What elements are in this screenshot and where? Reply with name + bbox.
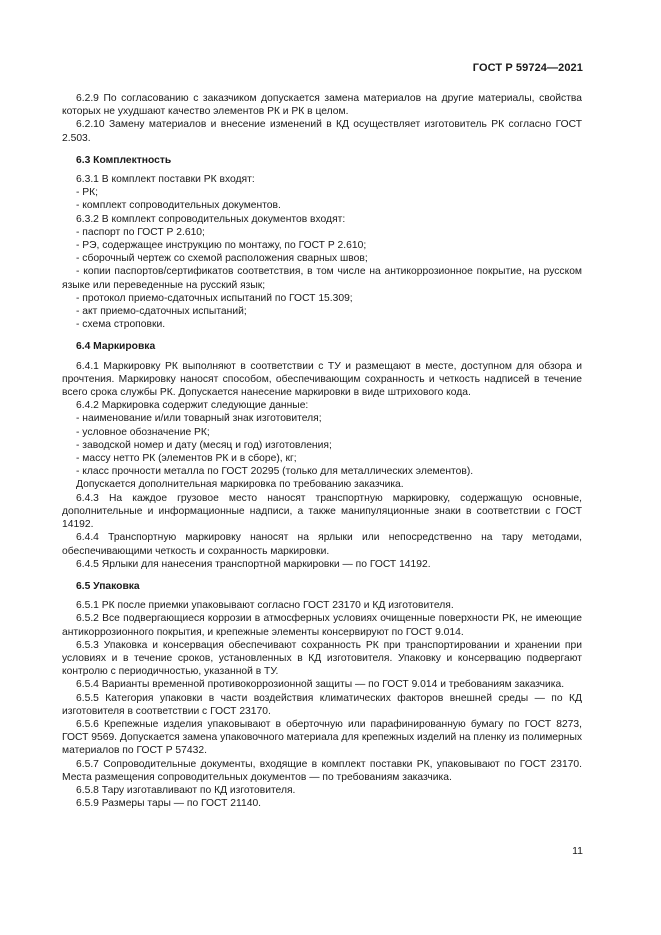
paragraph: 6.2.10 Замену материалов и внесение изменений в КД осуществляет изготовитель РК согласно ГОСТ 2.503. (62, 119, 582, 144)
paragraph: 6.5.1 РК после приемки упаковывают согласно ГОСТ 23170 и КД изготовителя. (76, 600, 454, 612)
paragraph: 6.5.5 Категория упаковки в части воздействия климатических факторов внешней среды — по КД изготовителя в соответствии с ГОСТ 23170. (62, 692, 582, 717)
paragraph: 6.5.6 Крепежные изделия упаковывают в оберточную или парафинированную бумагу по ГОСТ 8273, ГОСТ 9569. Допускается замена упаковочного материала для крепежных изделий на пленку из полимерных материалов по ГОСТ Р 57432. (62, 718, 582, 757)
list-item: - класс прочности металла по ГОСТ 20295 (только для металлических элементов). (76, 466, 474, 478)
section-heading: 6.5 Упаковка (76, 580, 140, 592)
section-heading: 6.4 Маркировка (76, 341, 156, 353)
paragraph: 6.3.1 В комплект поставки РК входят: (76, 174, 255, 186)
paragraph: 6.5.4 Варианты временной противокоррозионной защиты — по ГОСТ 9.014 и требованиям заказчика. (76, 679, 565, 691)
paragraph: 6.5.9 Размеры тары — по ГОСТ 21140. (76, 798, 262, 810)
list-item: - заводской номер и дату (месяц и год) изготовления; (76, 439, 332, 451)
page-number: 11 (572, 845, 583, 857)
paragraph: Допускается дополнительная маркировка по требованию заказчика. (76, 479, 404, 491)
list-item: - сборочный чертеж со схемой расположения сварных швов; (76, 253, 368, 265)
paragraph: 6.3.2 В комплект сопроводительных документов входят: (76, 213, 346, 225)
paragraph: 6.5.2 Все подвергающиеся коррозии в атмосферных условиях очищенные поверхности РК, не имеющие антикоррозионного покрытия, и крепежные элементы консервируют по ГОСТ 9.014. (62, 613, 582, 638)
list-item: - акт приемо-сдаточных испытаний; (76, 306, 247, 318)
list-item: - условное обозначение РК; (76, 426, 210, 438)
section-heading: 6.3 Комплектность (76, 154, 172, 166)
paragraph: 6.4.3 На каждое грузовое место наносят транспортную маркировку, содержащую основные, дополнительные и информационные надписи, а также манипуляционные знаки в соответствии с ГОСТ 14192. (62, 492, 582, 531)
paragraph: 6.5.8 Тару изготавливают по КД изготовителя. (76, 784, 296, 796)
list-item: - РК; (76, 187, 99, 199)
paragraph: 6.4.5 Ярлыки для нанесения транспортной маркировки — по ГОСТ 14192. (76, 558, 431, 570)
list-item: - комплект сопроводительных документов. (76, 200, 281, 212)
list-item: - схема строповки. (76, 319, 166, 331)
paragraph: 6.2.9 По согласованию с заказчиком допускается замена материалов на другие материалы, свойства которых не ухудшают качество элементов РК и РК в целом. (62, 93, 582, 118)
list-item: - РЭ, содержащее инструкцию по монтажу, по ГОСТ Р 2.610; (76, 240, 367, 252)
paragraph: 6.5.3 Упаковка и консервация обеспечивают сохранность РК при транспортировании и хранении при условиях и в течение сроков, установленных в КД изготовителя. Упаковку и консервацию подвергают контролю с периодичностью, указанной в ТУ. (62, 639, 582, 678)
list-item: - наименование и/или товарный знак изготовителя; (76, 413, 322, 425)
list-item: - паспорт по ГОСТ Р 2.610; (76, 226, 205, 238)
paragraph: 6.4.4 Транспортную маркировку наносят на ярлыки или непосредственно на тару методами, обеспечивающими четкость и сохранность маркировки. (62, 532, 582, 557)
document-body (62, 92, 582, 810)
list-item: - массу нетто РК (элементов РК и в сборе), кг; (76, 453, 297, 465)
paragraph: 6.5.7 Сопроводительные документы, входящие в комплект поставки РК, упаковывают по ГОСТ 23170. Места размещения сопроводительных документов — по требованиям заказчика. (62, 758, 582, 783)
paragraph: 6.4.2 Маркировка содержит следующие данные: (76, 400, 309, 412)
paragraph: 6.4.1 Маркировку РК выполняют в соответствии с ТУ и размещают в месте, доступном для обзора и прочтения. Маркировку наносят способом, обеспечивающим сохранность и четкость надписей в течение всего срока службы РК. Допускается нанесение маркировки в виде штрихового кода. (62, 360, 582, 399)
list-item: - протокол приемо-сдаточных испытаний по ГОСТ 15.309; (76, 292, 353, 304)
standard-designation: ГОСТ Р 59724—2021 (472, 62, 583, 74)
paragraph: - копии паспортов/сертификатов соответствия, в том числе на антикоррозионное покрытие, на русском языке или переведенные на русский язык; (62, 266, 582, 291)
